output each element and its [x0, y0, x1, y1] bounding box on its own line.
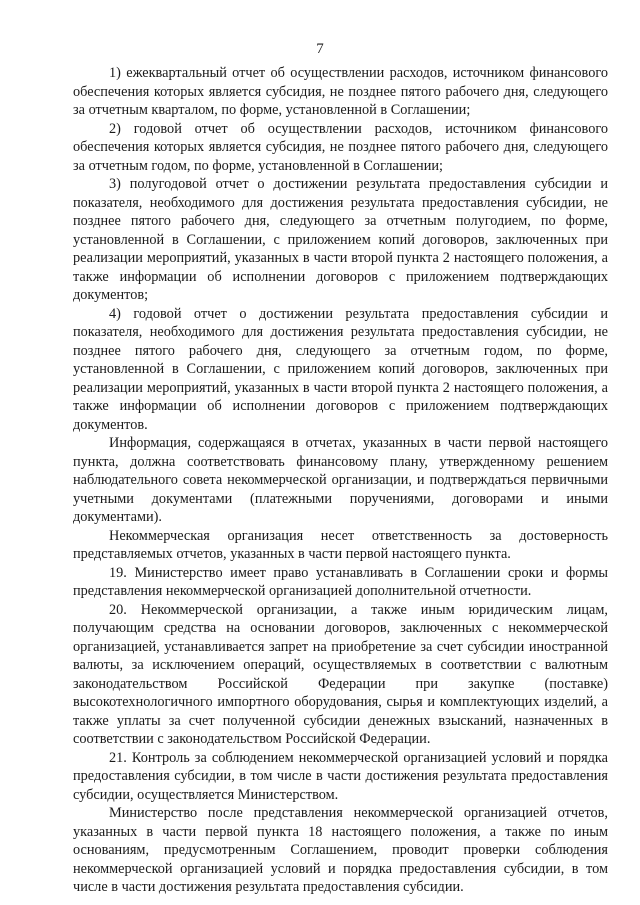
page-number: 7 — [316, 41, 324, 57]
document-body — [73, 64, 608, 897]
paragraph-quarterly-expense-report: 1) ежеквартальный отчет об осуществлении расходов, источником финансового обеспечения которых является субсидия, не позднее пятого рабочего дня, следующего за отчетным кварталом, по форме, установленной в Соглашении; — [73, 65, 608, 118]
paragraph-clause-21: 21. Контроль за соблюдением некоммерческой организацией условий и порядка предоставления субсидии, в том числе в части достижения результата предоставления субсидии, осуществляется Министерством. — [73, 749, 608, 803]
paragraph-report-information: Информация, содержащаяся в отчетах, указанных в части первой настоящего пункта, должна соответствовать финансовому плану, утвержденному решением наблюдательного совета некоммерческой организации, и подтверждаться первичными учетными документами (платежными поручениями, договорами и иными документами). — [73, 435, 608, 525]
paragraph-annual-expense-report: 2) годовой отчет об осуществлении расходов, источником финансового обеспечения которых является субсидия, не позднее пятого рабочего дня, следующего за отчетным годом, по форме, установленной в Соглашении; — [73, 120, 608, 174]
paragraph-clause-20: 20. Некоммерческой организации, а также иным юридическим лицам, получающим средства на основании договоров, заключенных с некоммерческой организацией, устанавливается запрет на приобретение за счет субсидии иностранной валюты, за исключением операций, осуществляемых в соответствии с валютным законодательством Российской Федерации при закупке (поставке) высокотехнологичного импортного оборудования, сырья и комплектующих изделий, а также уплаты за счет полученной субсидии денежных взысканий, назначенных в соответствии с законодательством Российской Федерации. — [73, 601, 608, 747]
paragraph-clause-19: 19. Министерство имеет право устанавливать в Соглашении сроки и формы представления некоммерческой организацией дополнительной отчетности. — [73, 564, 608, 599]
paragraph-responsibility: Некоммерческая организация несет ответственность за достоверность представляемых отчетов, указанных в части первой настоящего пункта. — [73, 527, 608, 562]
paragraph-semiannual-result-report: 3) полугодовой отчет о достижении результата предоставления субсидии и показателя, необходимого для достижения результата предоставления субсидии, не позднее пятого рабочего дня, следующего за отчетным полугодием, по форме, установленной в Соглашении, с приложением копий договоров, заключенных при реализации мероприятий, указанных в части второй пункта 2 настоящего положения, а также информации об исполнении договоров с приложением подтверждающих документов; — [73, 176, 608, 303]
paragraph-annual-result-report: 4) годовой отчет о достижении результата предоставления субсидии и показателя, необходимого для достижения результата предоставления субсидии, не позднее пятого рабочего дня, следующего за отчетным годом, по форме, установленной в Соглашении, с приложением копий договоров, заключенных при реализации мероприятий, указанных в части второй пункта 2 настоящего положения, а также информации об исполнении договоров с приложением подтверждающих документов. — [73, 305, 608, 433]
paragraph-ministry-inspections: Министерство после представления некоммерческой организацией отчетов, указанных в части первой пункта 18 настоящего положения, а также по иным основаниям, предусмотренным Соглашением, проводит проверки соблюдения некоммерческой организацией условий и порядка предоставления субсидии, в том числе в части достижения результата предоставления субсидии. — [73, 805, 608, 895]
